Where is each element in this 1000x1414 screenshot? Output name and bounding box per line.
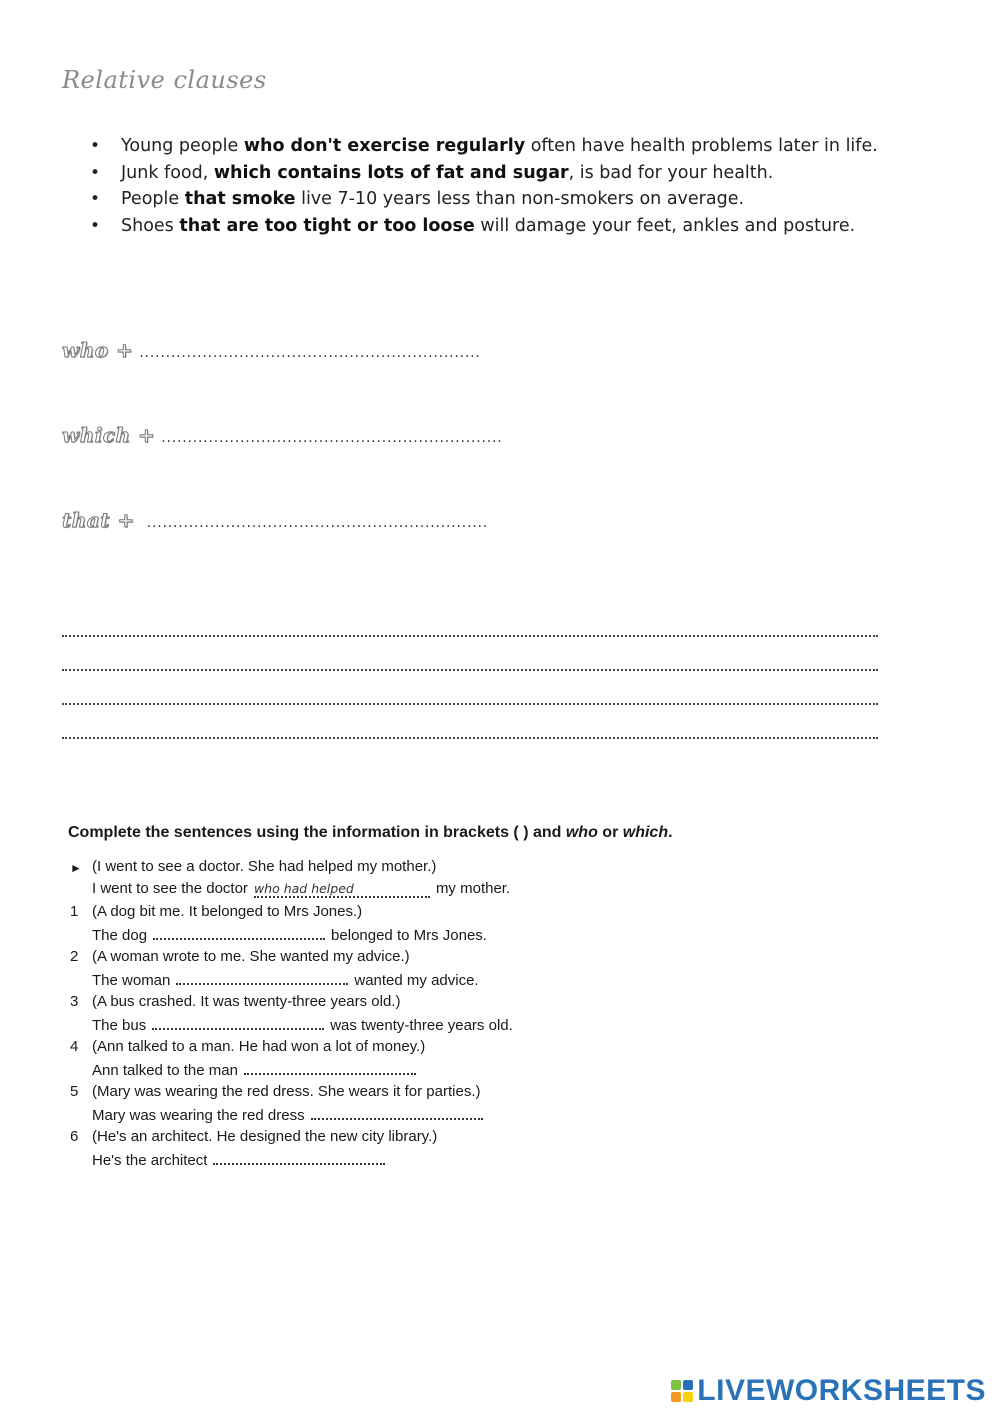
- exercise-answer-line: Mary was wearing the red dress: [92, 1106, 489, 1124]
- answer-gap-4[interactable]: [244, 1061, 416, 1075]
- example-marker: ►: [70, 861, 82, 875]
- logo-wordmark: LIVEWORKSHEETS: [697, 1374, 986, 1407]
- exercise-answer-line: The woman wanted my advice.: [92, 972, 479, 989]
- logo-square-blue: [683, 1380, 693, 1390]
- writing-line[interactable]: [62, 701, 878, 705]
- exercise-number: 3: [70, 993, 79, 1010]
- exercise-prompt: (A woman wrote to me. She wanted my advice.): [92, 948, 410, 965]
- answer-gap-6[interactable]: [213, 1151, 385, 1165]
- exercise-answer-line: The bus was twenty-three years old.: [92, 1017, 513, 1034]
- logo-mark-icon: [671, 1380, 693, 1402]
- example-sentence-list: [90, 133, 950, 239]
- writing-line[interactable]: [62, 633, 878, 637]
- rule-label-which: which +: [62, 423, 156, 447]
- exercise-answer-line: He's the architect: [92, 1151, 391, 1169]
- exercise-prompt: (He's an architect. He designed the new city library.): [92, 1128, 438, 1145]
- answer-gap-2[interactable]: [176, 971, 348, 985]
- example-answer: who had helped: [254, 882, 430, 898]
- writing-line[interactable]: [62, 667, 878, 671]
- logo-square-orange: [671, 1392, 681, 1402]
- example-sentence: • Young people who don't exercise regularly often have health problems later in life.: [90, 133, 950, 160]
- rule-that-row: [62, 508, 488, 532]
- exercise-answer-line: The dog belonged to Mrs Jones.: [92, 927, 487, 944]
- liveworksheets-logo[interactable]: [671, 1374, 986, 1408]
- worksheet-title: Relative clauses: [62, 66, 267, 94]
- writing-line[interactable]: [62, 735, 878, 739]
- example-sentence: • People that smoke live 7-10 years less than non-smokers on average.: [90, 186, 950, 213]
- exercise-answer-line: Ann talked to the man: [92, 1061, 422, 1079]
- rule-answer-field-that[interactable]: .................................................................: [146, 515, 488, 531]
- answer-gap-3[interactable]: [152, 1016, 324, 1030]
- exercise-number: 5: [70, 1083, 79, 1100]
- rule-answer-field-who[interactable]: .................................................................: [139, 345, 481, 361]
- rule-label-that: that +: [62, 508, 135, 532]
- logo-square-yellow: [683, 1392, 693, 1402]
- exercise-number: 6: [70, 1128, 79, 1145]
- exercise-number: 2: [70, 948, 79, 965]
- example-sentence: • Shoes that are too tight or too loose will damage your feet, ankles and posture.: [90, 213, 950, 240]
- exercise-heading: Complete the sentences using the information in brackets ( ) and who or which.: [68, 824, 673, 841]
- rule-answer-field-which[interactable]: .................................................................: [161, 430, 503, 446]
- exercise-prompt: (Mary was wearing the red dress. She wears it for parties.): [92, 1083, 481, 1100]
- exercise-number: 4: [70, 1038, 79, 1055]
- rule-which-row: [62, 423, 503, 447]
- exercise-prompt: (A dog bit me. It belonged to Mrs Jones.): [92, 903, 363, 920]
- answer-gap-1[interactable]: [153, 926, 325, 940]
- example-sentence: • Junk food, which contains lots of fat and sugar, is bad for your health.: [90, 160, 950, 187]
- exercise-number: 1: [70, 903, 79, 920]
- exercise-prompt: (Ann talked to a man. He had won a lot of money.): [92, 1038, 426, 1055]
- exercise-prompt: (A bus crashed. It was twenty-three years old.): [92, 993, 401, 1010]
- exercise-answer-line: I went to see the doctor who had helped my mother.: [92, 880, 511, 897]
- rule-who-row: [62, 338, 481, 362]
- rule-label-who: who +: [62, 338, 134, 362]
- answer-gap-5[interactable]: [311, 1106, 483, 1120]
- exercise-prompt: (I went to see a doctor. She had helped my mother.): [92, 858, 437, 875]
- logo-square-green: [671, 1380, 681, 1390]
